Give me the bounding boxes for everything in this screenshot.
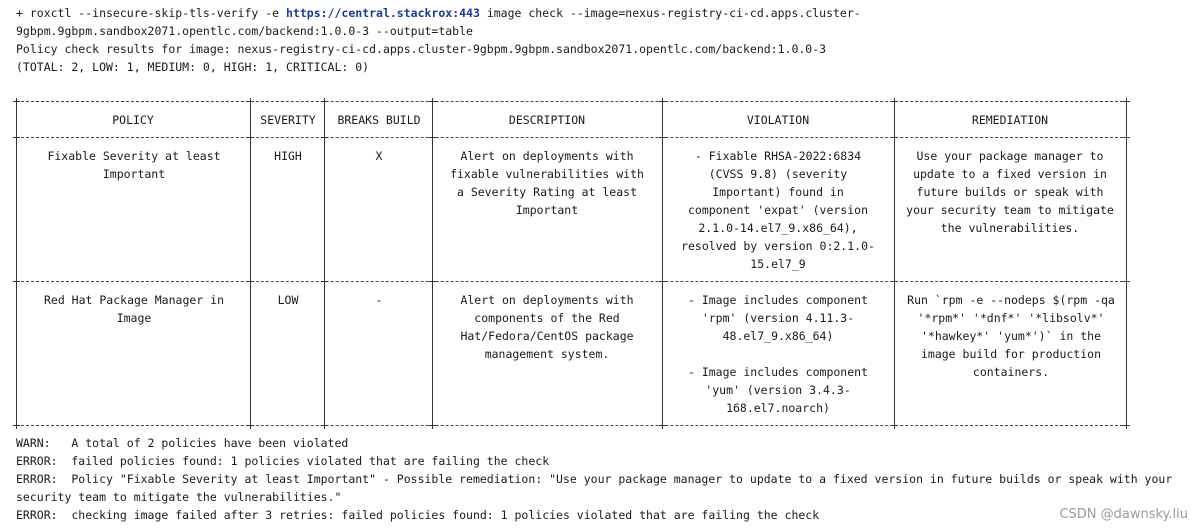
table-junction-2-1 — [247, 278, 254, 285]
row2-violation-rpm: - Image includes component 'rpm' (version 4.11.3-48.el7_9.x86_64) — [687, 293, 868, 343]
table-junction-3-6 — [1123, 422, 1130, 429]
row1-breaks-build: X — [375, 149, 383, 163]
table-junction-1-5 — [891, 134, 898, 141]
row2-policy: Red Hat Package Manager in Image — [43, 293, 224, 325]
table-junction-3-3 — [429, 422, 436, 429]
row1-remediation: Use your package manager to update to a fixed version in future builds or speak with your security team to mitigate the vulnerabilities. — [906, 149, 1114, 235]
header-breaks-build: BREAKS BUILD — [337, 113, 421, 127]
row2-remediation: Run `rpm -e --nodeps $(rpm -qa '*rpm*' '*dnf*' '*libsolv*' '*hawkey*' 'yum*')` in the image build for production containers. — [907, 293, 1115, 379]
csdn-watermark: CSDN @dawnsky.liu — [1059, 507, 1188, 522]
table-junction-1-4 — [659, 134, 666, 141]
table-rule-header — [16, 137, 1128, 138]
command-continuation: 9gbpm.9gbpm.sandbox2071.opentlc.com/backend:1.0.0-3 --output=table — [16, 24, 473, 38]
table-rule-bottom — [16, 425, 1128, 426]
table-junction-3-0 — [13, 422, 20, 429]
table-junction-2-5 — [891, 278, 898, 285]
table-junction-0-2 — [321, 98, 328, 105]
policy-results-line: Policy check results for image: nexus-registry-ci-cd.apps.cluster-9gbpm.9gbpm.sandbox2071.opentlc.com/backend:1.0.0-3 — [16, 42, 827, 56]
table-junction-0-4 — [659, 98, 666, 105]
table-junction-1-3 — [429, 134, 436, 141]
row2-severity: LOW — [277, 293, 299, 307]
table-junction-1-6 — [1123, 134, 1130, 141]
table-junction-1-0 — [13, 134, 20, 141]
row2-violation-yum: - Image includes component 'yum' (version 3.4.3-168.el7.noarch) — [687, 365, 868, 415]
column-divider-5 — [894, 101, 895, 425]
header-remediation: REMEDIATION — [971, 113, 1049, 127]
column-divider-2 — [324, 101, 325, 425]
column-divider-1 — [250, 101, 251, 425]
command-prefix: + roxctl --insecure-skip-tls-verify -e — [16, 6, 287, 20]
error-message-2-continued: security team to mitigate the vulnerabilities." — [16, 490, 342, 504]
command-line — [16, 4, 861, 22]
header-violation: VIOLATION — [746, 113, 810, 127]
table-junction-2-2 — [321, 278, 328, 285]
table-junction-2-0 — [13, 278, 20, 285]
table-junction-2-6 — [1123, 278, 1130, 285]
error-message-2: ERROR: Policy "Fixable Severity at least Important" - Possible remediation: "Use your package manager to update to a fixed version in future builds or speak with your — [16, 472, 1173, 486]
table-border-left — [16, 101, 17, 425]
table-junction-1-2 — [321, 134, 328, 141]
error-message-1: ERROR: failed policies found: 1 policies violated that are failing the check — [16, 454, 550, 468]
table-junction-2-3 — [429, 278, 436, 285]
header-severity: SEVERITY — [260, 113, 316, 127]
header-policy: POLICY — [112, 113, 154, 127]
table-border-right — [1126, 101, 1127, 425]
row2-breaks-build: - — [375, 293, 383, 307]
header-description: DESCRIPTION — [508, 113, 586, 127]
row2-description: Alert on deployments with components of the Red Hat/Fedora/CentOS package management system. — [460, 293, 634, 361]
table-junction-1-1 — [247, 134, 254, 141]
table-junction-0-5 — [891, 98, 898, 105]
row1-description: Alert on deployments with fixable vulnerabilities with a Severity Rating at least Important — [450, 149, 644, 217]
row1-violation: - Fixable RHSA-2022:6834 (CVSS 9.8) (severity Important) found in component 'expat' (version 2.1.0-14.el7_9.x86_64), resolved by version 0:2.1.0-15.el7_9 — [681, 149, 875, 271]
table-junction-0-3 — [429, 98, 436, 105]
table-rule-row — [16, 281, 1128, 282]
table-junction-2-4 — [659, 278, 666, 285]
totals-line: (TOTAL: 2, LOW: 1, MEDIUM: 0, HIGH: 1, CRITICAL: 0) — [16, 60, 370, 74]
table-junction-3-4 — [659, 422, 666, 429]
row1-severity: HIGH — [274, 149, 302, 163]
central-url: https://central.stackrox:443 — [286, 6, 480, 20]
column-divider-4 — [662, 101, 663, 425]
column-divider-3 — [432, 101, 433, 425]
table-junction-0-0 — [13, 98, 20, 105]
table-junction-0-1 — [247, 98, 254, 105]
table-junction-3-1 — [247, 422, 254, 429]
table-junction-3-2 — [321, 422, 328, 429]
table-junction-0-6 — [1123, 98, 1130, 105]
table-rule-top — [16, 101, 1128, 102]
table-junction-3-5 — [891, 422, 898, 429]
error-message-3: ERROR: checking image failed after 3 retries: failed policies found: 1 policies violated that are failing the check — [16, 508, 820, 522]
row1-policy: Fixable Severity at least Important — [47, 149, 221, 181]
policy-results-table — [16, 92, 1128, 430]
warn-message: WARN: A total of 2 policies have been violated — [16, 436, 349, 450]
command-suffix: image check --image=nexus-registry-ci-cd.apps.cluster- — [479, 6, 861, 20]
